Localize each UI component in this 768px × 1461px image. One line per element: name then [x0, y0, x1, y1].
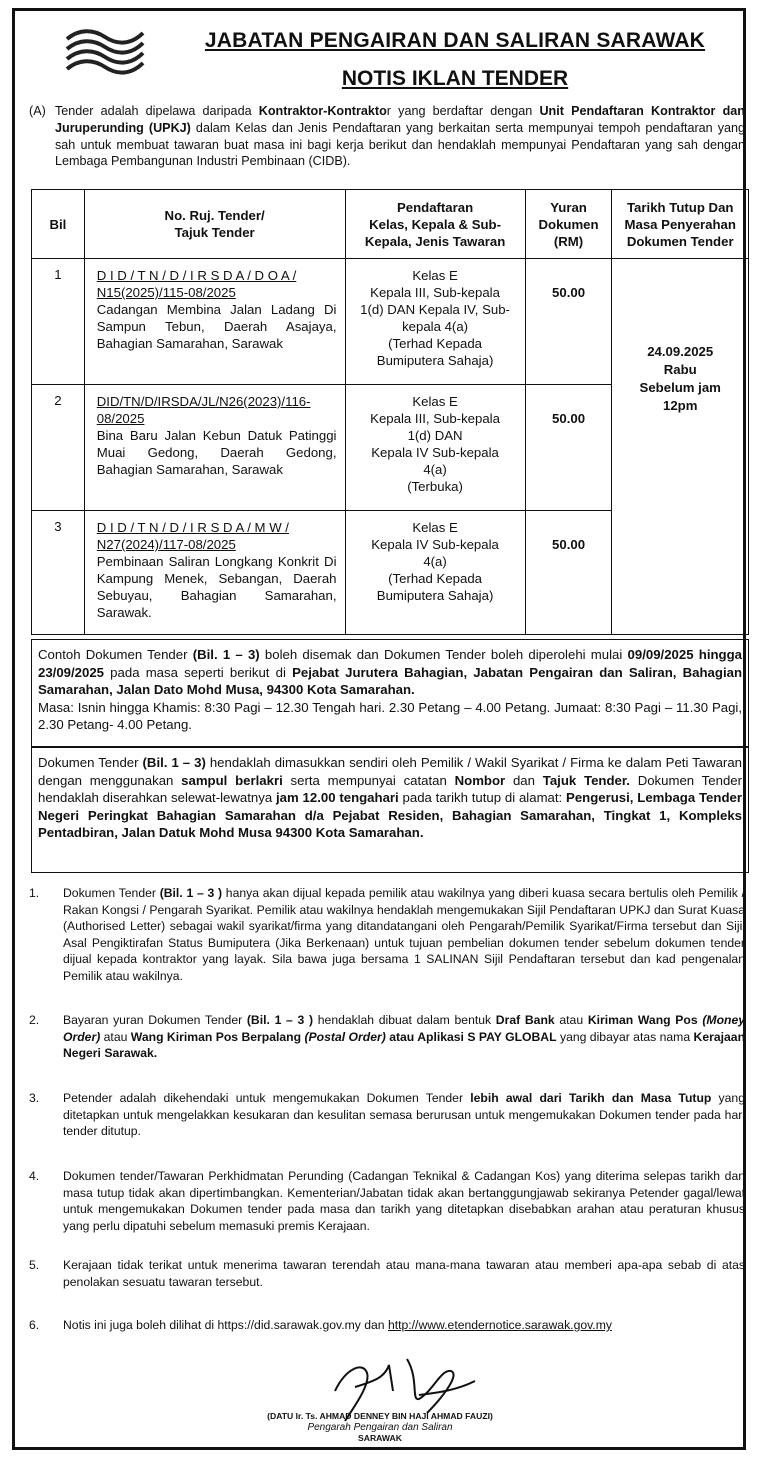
note-item: 4. Dokumen tender/Tawaran Perkhidmatan Perunding (Cadangan Teknikal & Cadangan Kos) yang diterima selepas tarikh dan masa tutup tidak akan dipertimbangkan. Kementerian/Jabatan tidak akan bertanggungjawab sekiranya Petender gagal/lewat untuk mengemukakan Dokumen tender pada masa dan tarikh yang ditetapkan disebabkan arahan atau peraturan khusus yang perlu dipatuhi sebelum memasuki premis Kerajaan. — [29, 1169, 745, 1233]
note-item: 1. Dokumen Tender (Bil. 1 – 3 ) hanya akan dijual kepada pemilik atau wakilnya yang diberi kuasa secara bertulis oleh Pemilik / Rakan Kongsi / Pengarah Syarikat. Pemilik atau wakilnya hendaklah mengemukakan Sijil Pendaftaran UPKJ dan Surat Kuasa (Authorised Letter) sebagai wakil syarikat/firma yang ditandatangani oleh Pengarah/Pemilik Syarikat/Firma tersebut dan Sijil Asal Pengiktirafan Status Bumiputera (Jika Berkenaan) untuk tujuan pembelian dokumen tender sebelum dokumen tender dijual kepada kontraktor yang layak. Sila bawa juga bersama 1 SALINAN Sijil Pendaftaran tersebut dan kad pengenalan Pemilik atau wakilnya. — [29, 886, 745, 983]
tender-ref-number: DID/TN/D/IRSDA/JL/N26(2023)/116-08/2025 — [96, 394, 311, 426]
note-item: 2. Bayaran yuran Dokumen Tender (Bil. 1 – 3 ) hendaklah dibuat dalam bentuk Draf Bank atau Kiriman Wang Pos (Money Order) atau Wang Kiriman Pos Berpalang (Postal Order) atau Aplikasi S PAY GLOBAL yang dibayar atas nama Kerajaan Negeri Sarawak. — [29, 1013, 746, 1061]
intro-bold-1: Kontraktor-Kontrakto — [258, 104, 387, 118]
row-registration: Kelas E Kepala III, Sub-kepala 1(d) DAN Kepala IV, Sub- kepala 4(a) (Terhad Kepada Bumiputera Sahaja) — [345, 259, 525, 385]
col-header-ref: No. Ruj. Tender/ Tajuk Tender — [84, 190, 345, 259]
signatory-position: Pengarah Pengairan dan Saliran — [307, 1422, 453, 1433]
tender-ref-number: D I D / T N / D / I R S D A / D O A / N15(2025)/115-08/2025 — [96, 268, 297, 300]
submission-box: Dokumen Tender (Bil. 1 – 3) hendaklah dimasukkan sendiri oleh Pemilik / Wakil Syarikat / Firma ke dalam Peti Tawaran dengan menggunakan sampul berlakri serta mempunyai catatan Nombor dan Tajuk Tender. Dokumen Tender hendaklah diserahkan selewat-lewatnya jam 12.00 tengahari pada tarikh tutup di alamat: Pengerusi, Lembaga Tender Negeri Peringkat Bahagian Samarahan d/a Pejabat Residen, Bahagian Samarahan, Tingkat 1, Kompleks Pentadbiran, Jalan Datuk Mohd Musa 94300 Kota Samarahan. — [31, 747, 749, 873]
col-header-closing: Tarikh Tutup Dan Masa Penyerahan Dokumen Tender — [612, 190, 749, 259]
note-item: 5. Kerajaan tidak terikat untuk menerima tawaran terendah atau mana-mana tawaran atau memberi apa-apa sebab di atas penolakan sesuatu tawaran tersebut. — [29, 1258, 745, 1289]
row-fee: 50.00 — [525, 259, 612, 385]
row-ref-cell — [84, 259, 345, 385]
tender-ref-number: D I D / T N / D / I R S D A / M W / N27(2024)/117-08/2025 — [96, 520, 289, 552]
row-bil: 3 — [32, 511, 85, 635]
signatory-block — [215, 1411, 545, 1444]
closing-day: Rabu — [663, 362, 697, 377]
row-ref-cell — [84, 511, 345, 635]
closing-time-2: 12pm — [663, 398, 698, 413]
intro-text-1: Tender adalah dipelawa daripada — [55, 104, 259, 118]
tender-title: Cadangan Membina Jalan Ladang Di Sampun Tebun, Daerah Asajaya, Bahagian Samarahan, Sarawak — [96, 302, 337, 351]
etender-link[interactable]: http://www.etendernotice.sarawak.gov.my — [387, 1318, 612, 1332]
table-header-row — [32, 190, 749, 259]
signatory-state: SARAWAK — [358, 1433, 402, 1443]
intro-text-2: r yang berdaftar dengan — [386, 104, 540, 118]
water-waves-logo-icon — [63, 25, 147, 77]
tender-title: Bina Baru Jalan Kebun Datuk Patinggi Muai Gedong, Daerah Gedong, Bahagian Samarahan, Sarawak — [96, 428, 337, 477]
note-item: 6. Notis ini juga boleh dilihat di https://did.sarawak.gov.my dan http://www.etendernotice.sarawak.gov.my — [29, 1318, 612, 1332]
col-header-bil: Bil — [32, 190, 85, 259]
table-row — [32, 259, 749, 385]
document-inspection-box: Contoh Dokumen Tender (Bil. 1 – 3) boleh disemak dan Dokumen Tender boleh diperolehi mulai 09/09/2025 hingga 23/09/2025 pada masa seperti berikut di Pejabat Jurutera Bahagian, Jabatan Pengairan dan Saliran, Bahagian Samarahan, Jalan Dato Mohd Musa, 94300 Kota Samarahan. Masa: Isnin hingga Khamis: 8:30 Pagi – 12.30 Tengah hari. 2.30 Petang – 4.00 Petang. Jumaat: 8:30 Pagi – 11.30 Pagi, 2.30 Petang- 4.00 Petang. — [31, 639, 749, 747]
closing-date-cell — [612, 259, 749, 635]
signatory-name: (DATU Ir. Ts. AHMAD DENNEY BIN HAJI AHMAD FAUZI) — [267, 1411, 493, 1421]
intro-text-3: dalam Kelas dan Jenis Pendaftaran yang berkaitan serta mempunyai tempoh pendaftaran yang sah untuk membuat tawaran buat masa ini bagi kerja berikut dan hendaklah mempunyai Pendaftaran yang sah dengan Lembaga Pembangunan Industri Pembinaan (CIDB). — [55, 120, 745, 169]
row-bil: 1 — [32, 259, 85, 385]
intro-paragraph — [29, 103, 745, 170]
col-header-registration: Pendaftaran Kelas, Kepala & Sub- Kepala, Jenis Tawaran — [345, 190, 525, 259]
row-registration: Kelas E Kepala III, Sub-kepala 1(d) DAN Kepala IV Sub-kepala 4(a) (Terbuka) — [345, 385, 525, 511]
closing-time-1: Sebelum jam — [639, 380, 721, 395]
notice-page — [12, 8, 746, 1450]
row-bil: 2 — [32, 385, 85, 511]
col-header-fee: Yuran Dokumen (RM) — [525, 190, 612, 259]
intro-label: (A) — [29, 104, 46, 118]
intro-bold-2: Unit Pendaftaran Kontraktor dan Juruperunding (UPKJ) — [55, 104, 745, 135]
notice-title: NOTIS IKLAN TENDER — [341, 67, 569, 90]
tender-table — [31, 189, 749, 635]
row-registration: Kelas E Kepala IV Sub-kepala 4(a) (Terhad Kepada Bumiputera Sahaja) — [345, 511, 525, 635]
row-fee: 50.00 — [525, 511, 612, 635]
note-item: 3. Petender adalah dikehendaki untuk mengemukakan Dokumen Tender lebih awal dari Tarikh dan Masa Tutup yang ditetapkan untuk mengelakkan kesukaran dan kesulitan semasa berurusan untuk mengemukakan Dokumen tender pada hari tender ditutup. — [29, 1091, 745, 1139]
closing-date: 24.09.2025 — [647, 344, 714, 359]
row-fee: 50.00 — [525, 385, 612, 511]
row-ref-cell — [84, 385, 345, 511]
department-name: JABATAN PENGAIRAN DAN SALIRAN SARAWAK — [204, 29, 706, 52]
tender-title: Pembinaan Saliran Longkang Konkrit Di Kampung Menek, Sebangan, Daerah Sebuyau, Bahagian Samarahan, Sarawak. — [96, 554, 337, 620]
